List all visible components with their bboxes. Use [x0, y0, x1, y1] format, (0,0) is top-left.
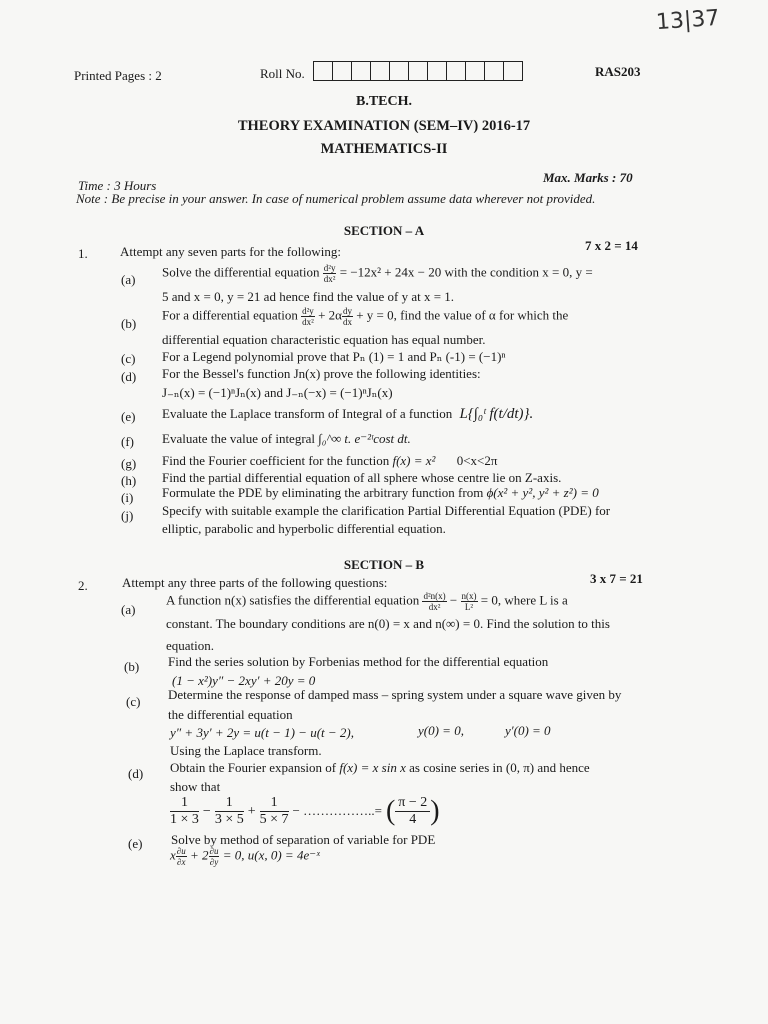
q1b-line1: For a differential equation $\frac{\text{d²y}}{\text{dx²}}$ + 2α $\frac{dy}{dx}$ + y = 0, find the value of α for which the	[162, 306, 569, 327]
roll-no-label: Roll No.	[260, 66, 305, 81]
q1h-text: Find the partial differential equation of all sphere whose centre lie on Z-axis.	[162, 470, 562, 485]
part-label: (i)	[121, 490, 134, 505]
q2e-equation: x $\frac{\partial u}{\partial x}$ + 2 $\frac{\partial u}{\partial y}$ = 0, u(x, 0) = 4e⁻ˣ	[170, 846, 320, 867]
q2-number: 2.	[78, 578, 88, 593]
q1d-line2: J₋ₙ(x) = (−1)ⁿJₙ(x) and J₋ₙ(−x) = (−1)ⁿJₙ(x)	[162, 385, 393, 400]
q1f-text: Evaluate the value of integral ∫₀^∞ t. e⁻²ᵗcost dt.	[162, 431, 411, 446]
q1j-line1: Specify with suitable example the clarification Partial Differential Equation (PDE) for	[162, 503, 611, 518]
part-label: (j)	[121, 508, 134, 523]
paper-code: RAS203	[595, 64, 641, 79]
degree-title: B.TECH.	[355, 94, 412, 109]
q2d-line2: show that	[170, 779, 221, 794]
q2c-line2: the differential equation	[168, 707, 293, 722]
q2-marks: 3 x 7 = 21	[590, 571, 643, 586]
part-label: (c)	[121, 351, 136, 366]
q1-instruction: Attempt any seven parts for the following:	[120, 244, 341, 259]
part-label: (a)	[121, 602, 136, 617]
q2c-equation: y″ + 3y′ + 2y = u(t − 1) − u(t − 2),	[170, 725, 354, 740]
part-label: (b)	[124, 659, 140, 674]
q1i-text: Formulate the PDE by eliminating the arbitrary function from ϕ(x² + y², y² + z²) = 0	[162, 485, 599, 500]
q1-number: 1.	[78, 246, 88, 261]
part-label: (f)	[121, 434, 134, 449]
q2a-line1: A function n(x) satisfies the differential equation $\frac{\text{d²n(x)}}{\text{dx²}}$ − $\frac{n(x)}{\text{L²}}$ = 0, where L is a	[166, 591, 568, 612]
section-a-title: SECTION – A	[343, 223, 425, 238]
q1b-line2: differential equation characteristic equation has equal number.	[162, 332, 486, 347]
part-label: (d)	[121, 369, 137, 384]
q1d-line1: For the Bessel's function Jn(x) prove the following identities:	[162, 366, 481, 381]
q2c-initial-condition-2: y′(0) = 0	[505, 723, 551, 738]
q2d-series: $\frac{1}{1 \times 3}$ − $\frac{1}{3 \times 5}$ + $\frac{1}{5 \times 7}$ − ……………..= ( $\frac{\pi - 2}{4}$ )	[170, 795, 440, 827]
exam-title: THEORY EXAMINATION (SEM–IV) 2016-17	[237, 118, 531, 134]
q1a-line2: 5 and x = 0, y = 21 ad hence find the value of y at x = 1.	[162, 289, 455, 304]
part-label: (a)	[121, 272, 136, 287]
printed-pages: Printed Pages : 2	[74, 68, 162, 83]
handwritten-note: 13|37	[655, 5, 721, 36]
section-b-title: SECTION – B	[343, 557, 425, 572]
q1e-text: Evaluate the Laplace transform of Integral of a function L{∫₀ᵗ f(t/dt)}.	[162, 406, 534, 422]
roll-no-boxes	[313, 61, 523, 81]
max-marks: Max. Marks : 70	[543, 170, 633, 185]
part-label: (b)	[121, 316, 137, 331]
q1a-line1: Solve the differential equation $\frac{\text{d²y}}{\text{dx²}}$ = −12x² + 24x − 20 with the condition x = 0, y =	[162, 263, 593, 284]
subject-title: MATHEMATICS-II	[320, 141, 448, 157]
q1g-text: Find the Fourier coefficient for the function f(x) = x² 0<x<2π	[162, 453, 498, 468]
q1-marks: 7 x 2 = 14	[585, 238, 638, 253]
q1c-text: For a Legend polynomial prove that Pₙ (1) = 1 and Pₙ (-1) = (−1)ⁿ	[162, 349, 506, 364]
part-label: (h)	[121, 473, 137, 488]
q2b-line1: Find the series solution by Forbenias method for the differential equation	[168, 654, 549, 669]
q2c-initial-condition-1: y(0) = 0,	[418, 723, 464, 738]
q2a-line2: constant. The boundary conditions are n(0) = x and n(∞) = 0. Find the solution to this	[166, 616, 610, 631]
part-label: (e)	[121, 409, 136, 424]
q2e-line1: Solve by method of separation of variable for PDE	[171, 832, 436, 847]
time-allowed: Time : 3 Hours	[78, 178, 157, 193]
part-label: (e)	[128, 836, 143, 851]
q2d-line1: Obtain the Fourier expansion of f(x) = x sin x as cosine series in (0, π) and hence	[170, 760, 590, 775]
q2-instruction: Attempt any three parts of the following questions:	[122, 575, 388, 590]
q2a-line3: equation.	[166, 638, 215, 653]
part-label: (c)	[126, 694, 141, 709]
q2c-line1: Determine the response of damped mass – spring system under a square wave given by	[168, 687, 622, 702]
q2c-line4: Using the Laplace transform.	[170, 743, 322, 758]
part-label: (g)	[121, 456, 137, 471]
q2b-equation: (1 − x²)y″ − 2xy′ + 20y = 0	[172, 673, 316, 688]
part-label: (d)	[128, 766, 144, 781]
q1j-line2: elliptic, parabolic and hyperbolic differential equation.	[162, 521, 446, 536]
exam-note: Note : Be precise in your answer. In case of numerical problem assume data wherever not provided.	[76, 191, 596, 206]
